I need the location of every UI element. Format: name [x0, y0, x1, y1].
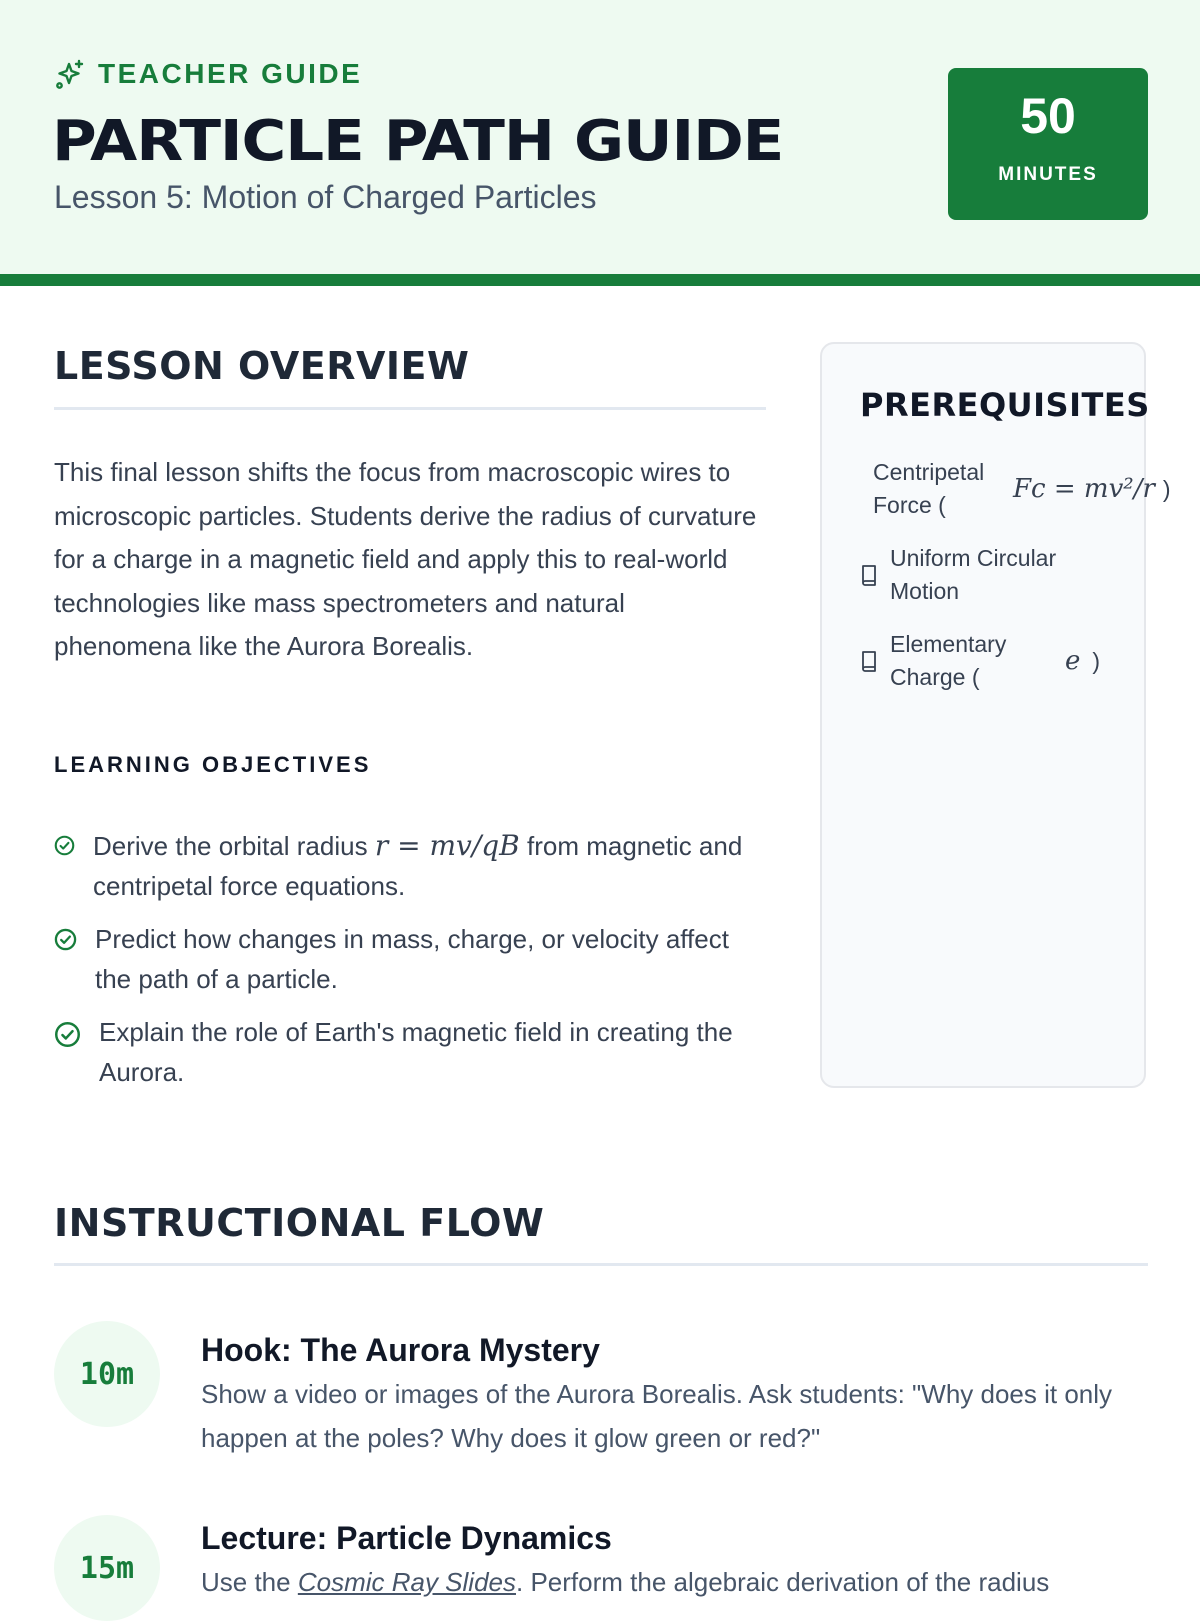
- step-duration: 10m: [54, 1321, 160, 1427]
- flow-step: [54, 1321, 1154, 1453]
- page-title: PARTICLE PATH GUIDE: [52, 109, 784, 174]
- page-subtitle: Lesson 5: Motion of Charged Particles: [54, 179, 597, 215]
- flow-heading: INSTRUCTIONAL FLOW: [54, 1201, 545, 1245]
- overview-heading: LESSON OVERVIEW: [54, 344, 470, 388]
- prerequisite-close: ): [1162, 475, 1171, 502]
- prerequisite-text: Elementary Charge (: [890, 631, 1007, 690]
- prerequisite-math: Fc = mv²/r: [1013, 473, 1155, 504]
- step-title: Hook: The Aurora Mystery: [201, 1332, 600, 1368]
- eyebrow-label: TEACHER GUIDE: [98, 58, 363, 89]
- objectives-list: [54, 826, 764, 1105]
- duration-value: 50: [1020, 88, 1076, 144]
- prerequisites-list: [860, 456, 1180, 714]
- objective-text-tail: from magnetic and centripetal force equations.: [93, 831, 743, 901]
- objective-text: Explain the role of Earth's magnetic field in creating the Aurora.: [99, 1017, 733, 1087]
- objective-item: [54, 826, 764, 906]
- prerequisites-heading: PREREQUISITES: [860, 386, 1150, 424]
- check-circle-icon: [54, 1021, 81, 1048]
- objective-item: [54, 919, 764, 999]
- objective-text: Predict how changes in mass, charge, or velocity affect the path of a particle.: [95, 924, 729, 994]
- overview-rule: [54, 407, 766, 410]
- duration-badge: [948, 68, 1148, 220]
- objective-item: [54, 1012, 764, 1092]
- objective-text: Derive the orbital radius: [93, 831, 375, 861]
- objective-math: r = mv/qB: [374, 829, 520, 862]
- check-circle-icon: [54, 928, 77, 951]
- prerequisites-panel: [820, 342, 1146, 1088]
- check-circle-icon: [54, 835, 75, 856]
- prerequisite-text: Centripetal Force (: [873, 459, 985, 518]
- sparkles-icon: [54, 58, 86, 90]
- prerequisite-item: [873, 456, 1180, 522]
- objectives-heading: LEARNING OBJECTIVES: [54, 752, 372, 777]
- slides-reference: Cosmic Ray Slides: [297, 1567, 516, 1597]
- flow-rule: [54, 1263, 1148, 1266]
- book-icon: [860, 650, 880, 672]
- step-description-rest: . Perform the algebraic derivation of the radius: [516, 1567, 1050, 1597]
- book-icon: [860, 564, 880, 586]
- step-description-start: Use the: [201, 1567, 298, 1597]
- step-description: Show a video or images of the Aurora Borealis. Ask students: "Why does it only happen at the poles? Why does it glow green or red?": [201, 1379, 1113, 1453]
- step-duration: 15m: [54, 1515, 160, 1621]
- prerequisite-close: ): [1092, 647, 1101, 674]
- header: [0, 0, 1200, 274]
- header-divider: [0, 274, 1200, 286]
- prerequisite-text: Uniform Circular Motion: [890, 545, 1057, 604]
- step-description: [201, 1561, 1200, 1605]
- prerequisite-math: e: [1065, 645, 1081, 676]
- flow-step: [54, 1515, 1154, 1605]
- step-title: Lecture: Particle Dynamics: [201, 1520, 612, 1556]
- prerequisite-item: [860, 628, 1180, 694]
- eyebrow: [54, 57, 362, 91]
- prerequisite-item: [860, 542, 1180, 608]
- overview-text: This final lesson shifts the focus from macroscopic wires to microscopic particles. Students derive the radius of curvature for a charge in a magnetic field and apply this to real-world technologies like mass spectrometers and natural phenomena like the Aurora Borealis.: [54, 457, 757, 661]
- duration-label: MINUTES: [998, 164, 1098, 185]
